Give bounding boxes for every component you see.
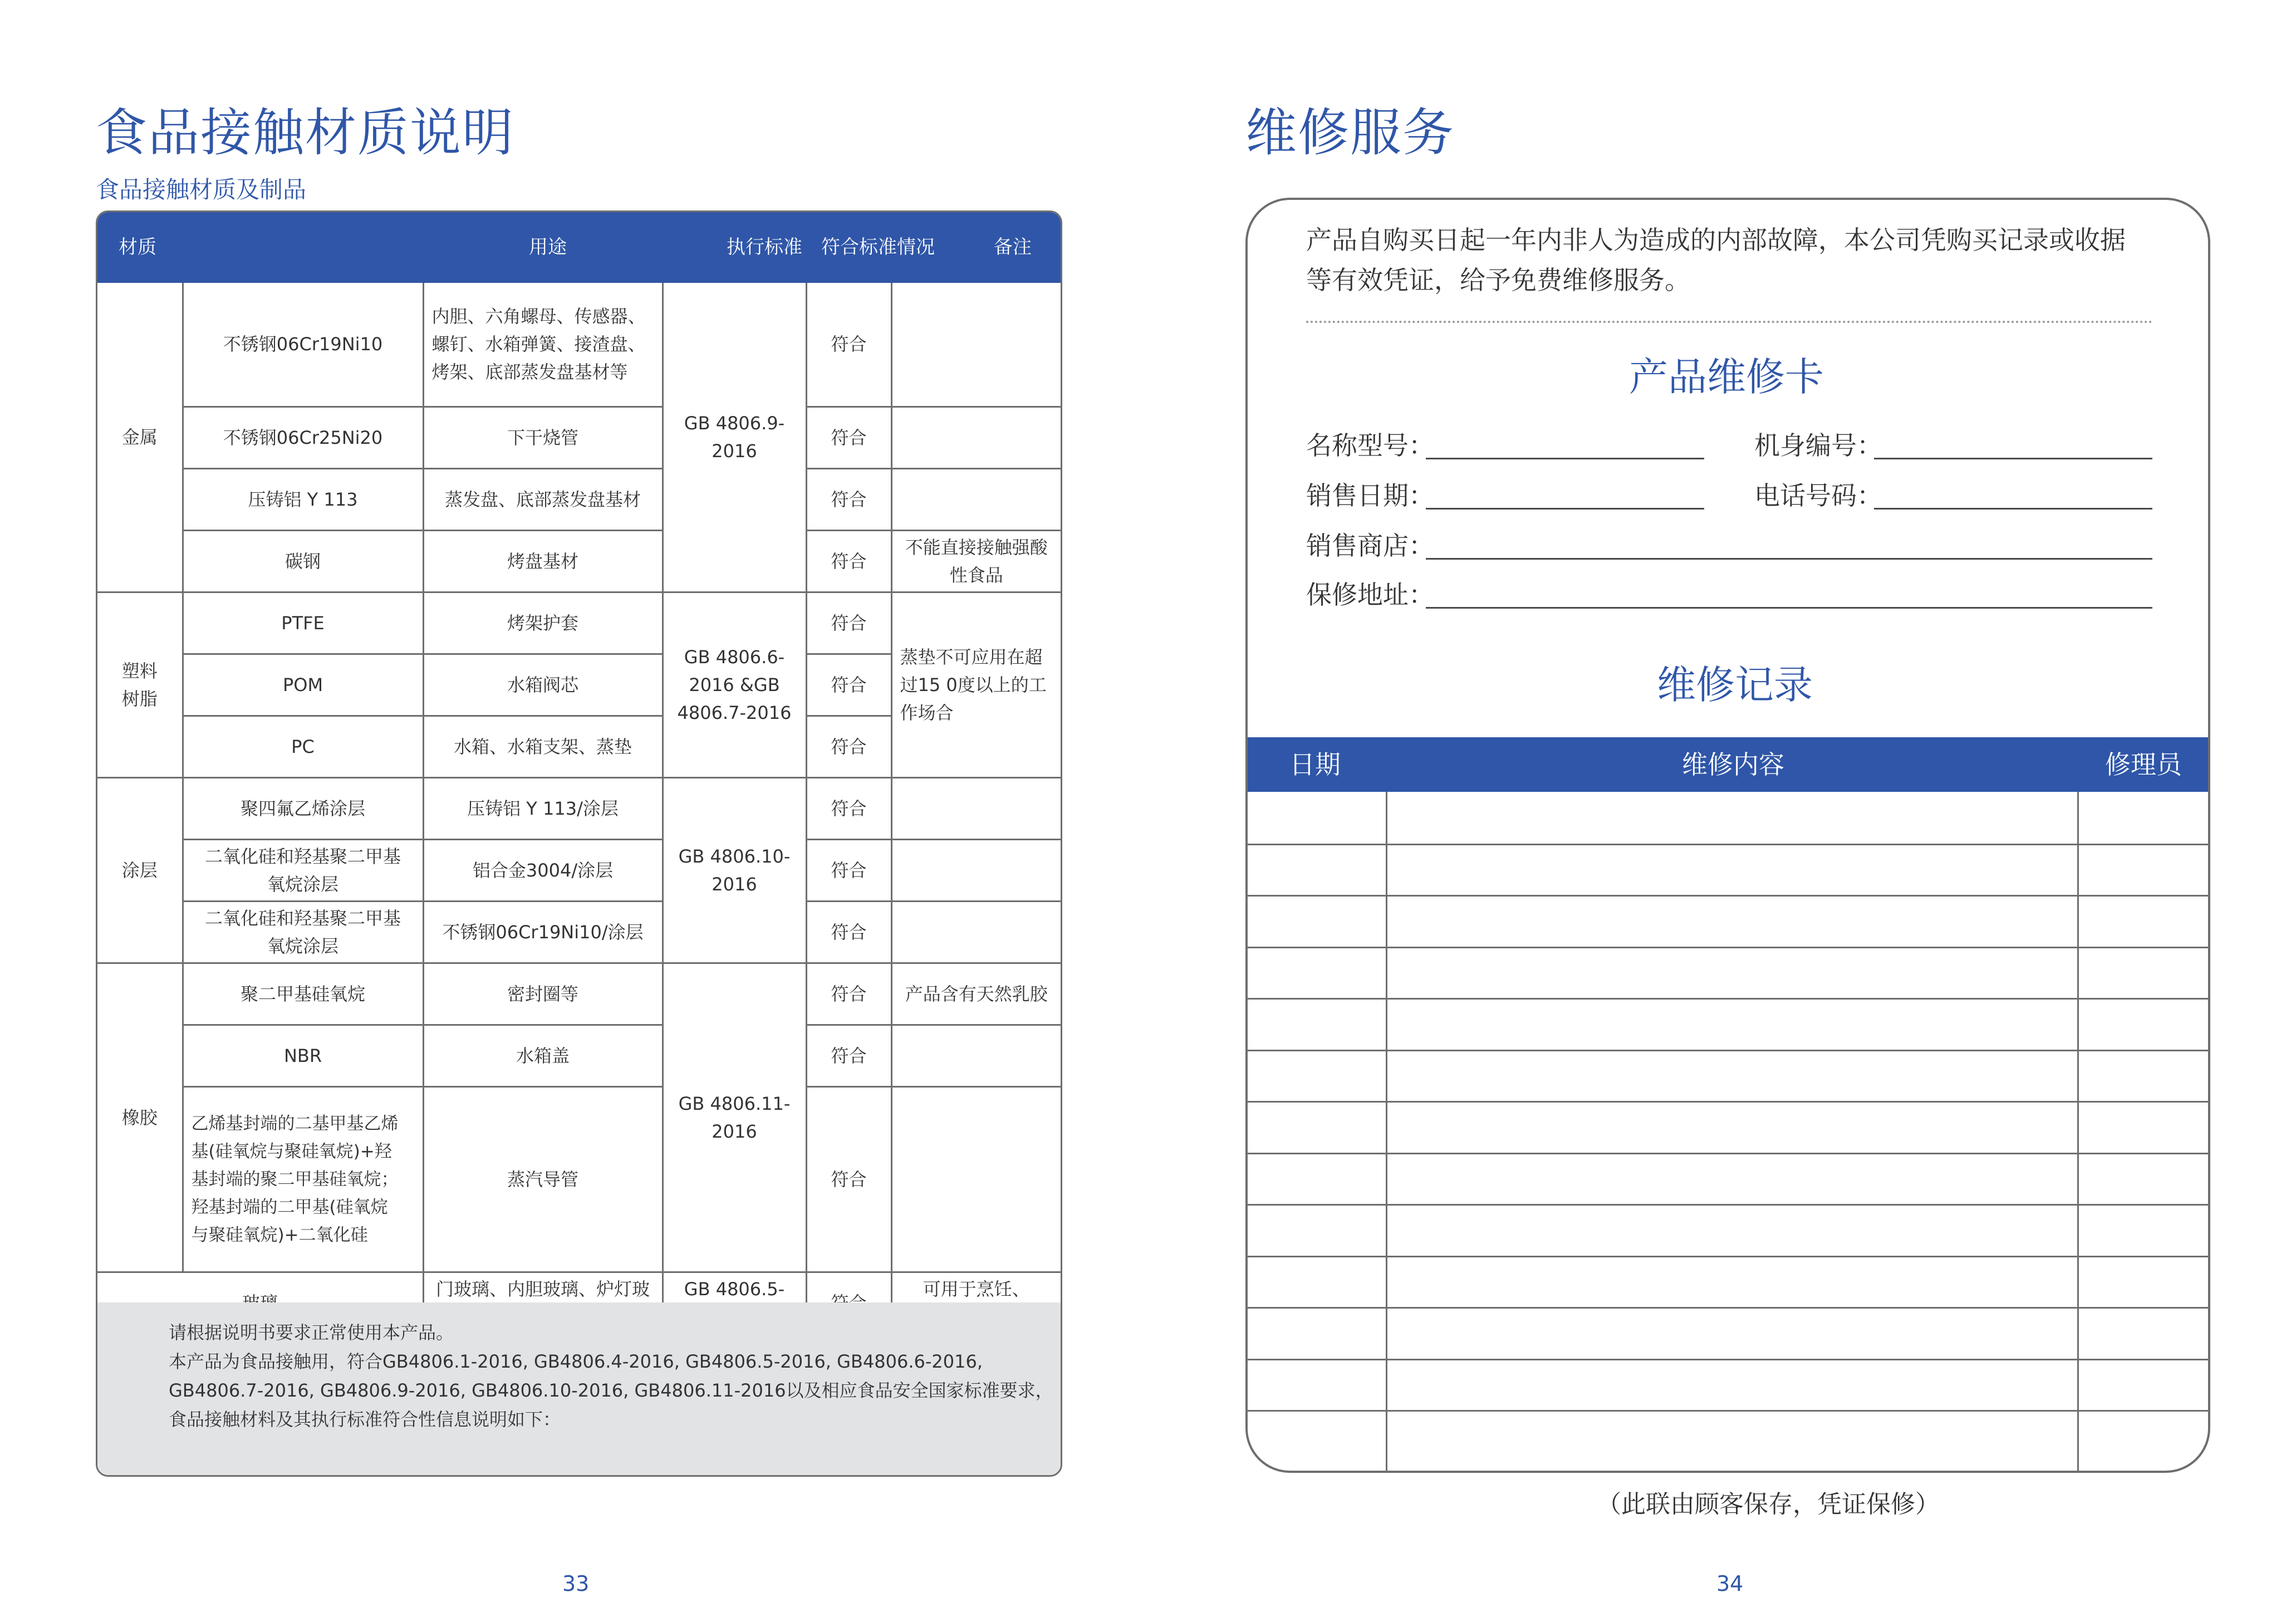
remark-cell: 可用于烹饪、	[891, 1272, 1061, 1334]
notes-box	[97, 1302, 1061, 1475]
usage-cell: 烤盘基材	[423, 530, 663, 592]
intro-line: 等有效凭证，给予免费维修服务。	[1306, 265, 1690, 295]
table-row	[97, 1025, 1061, 1086]
remark-cell: 产品含有天然乳胶	[891, 963, 1061, 1025]
compliance-cell: 符合	[806, 530, 891, 592]
phone-line[interactable]	[1874, 508, 2152, 510]
record-title: 维修记录	[1657, 662, 1813, 708]
compliance-cell: 符合	[806, 407, 891, 468]
group-plastic: 塑料 树脂	[97, 592, 183, 777]
remark-cell	[891, 407, 1061, 468]
material-cell: 不锈钢06Cr19Ni10	[183, 283, 423, 407]
store-line[interactable]	[1426, 558, 2152, 560]
record-row-line	[1248, 1256, 2208, 1257]
material-cell: NBR	[183, 1025, 423, 1086]
page-number-right: 34	[1716, 1571, 1744, 1596]
header-usage: 用途	[529, 236, 567, 258]
compliance-cell: 符合	[806, 592, 891, 654]
record-header-date: 日期	[1289, 750, 1341, 780]
table-header	[97, 212, 1061, 283]
usage-cell: 水箱、水箱支架、蒸垫	[423, 716, 663, 777]
header-material: 材质	[119, 236, 156, 258]
table-row	[97, 592, 1061, 654]
sale-date-label: 销售日期：	[1306, 481, 1434, 511]
compliance-cell: 符合	[806, 963, 891, 1025]
standard-cell: GB 4806.5-	[663, 1272, 806, 1334]
table-row	[97, 283, 1061, 407]
material-cell: 不锈钢06Cr25Ni20	[183, 407, 423, 468]
page-title-right: 维修服务	[1245, 103, 1455, 163]
serial-label: 机身编号：	[1754, 430, 1882, 461]
record-row-line	[1248, 1204, 2208, 1206]
remark-cell	[891, 1086, 1061, 1272]
record-header	[1248, 737, 2208, 792]
phone-label: 电话号码：	[1754, 481, 1882, 511]
header-compliance: 符合标准情况	[821, 236, 935, 258]
card-title: 产品维修卡	[1629, 354, 1824, 400]
usage-cell: 水箱阀芯	[423, 654, 663, 716]
page-number-left: 33	[562, 1571, 590, 1596]
usage-cell: 水箱盖	[423, 1025, 663, 1086]
remark-cell: 蒸垫不可应用在超 过15 0度以上的工 作场合	[891, 592, 1061, 777]
repair-card	[1245, 198, 2210, 1473]
record-row-line	[1248, 1359, 2208, 1360]
remark-cell	[891, 901, 1061, 963]
usage-cell: 不锈钢06Cr19Ni10/涂层	[423, 901, 663, 963]
record-row-line	[1248, 895, 2208, 897]
table-row	[97, 407, 1061, 468]
address-label: 保修地址：	[1306, 580, 1434, 610]
header-remark: 备注	[994, 236, 1032, 258]
sale-date-line[interactable]	[1426, 508, 1704, 510]
table-row	[97, 963, 1061, 1025]
group-rubber: 橡胶	[97, 963, 183, 1272]
record-column-line	[1386, 792, 1387, 1471]
record-row-line	[1248, 947, 2208, 948]
footer-note: （此联由顾客保存，凭证保修）	[1597, 1490, 1940, 1519]
group-metal: 金属	[97, 283, 183, 592]
compliance-cell: 符合	[806, 901, 891, 963]
material-cell: POM	[183, 654, 423, 716]
usage-cell: 蒸发盘、底部蒸发盘基材	[423, 468, 663, 530]
materials-table-body	[97, 283, 1061, 1335]
material-cell: 乙烯基封端的二基甲基乙烯 基(硅氧烷与聚硅氧烷)+羟 基封端的聚二甲基硅氧烷； 羟基封端的二甲基(硅氧烷 与聚硅氧烷)+二氧化硅	[183, 1086, 423, 1272]
record-row-line	[1248, 1050, 2208, 1051]
usage-cell: 压铸铝 Y 113/涂层	[423, 777, 663, 839]
material-cell: 二氧化硅和羟基聚二甲基 氧烷涂层	[183, 839, 423, 901]
material-cell: 聚四氟乙烯涂层	[183, 777, 423, 839]
serial-line[interactable]	[1874, 458, 2152, 459]
dotted-divider	[1306, 321, 2152, 323]
usage-cell: 内胆、六角螺母、传感器、 螺钉、水箱弹簧、接渣盘、 烤架、底部蒸发盘基材等	[423, 283, 663, 407]
table-row	[97, 530, 1061, 592]
model-line[interactable]	[1426, 458, 1704, 459]
table-row	[97, 901, 1061, 963]
material-cell: PTFE	[183, 592, 423, 654]
address-line[interactable]	[1426, 607, 2152, 609]
table-row	[97, 839, 1061, 901]
material-cell: 压铸铝 Y 113	[183, 468, 423, 530]
record-header-content: 维修内容	[1682, 750, 1784, 780]
usage-cell: 下干烧管	[423, 407, 663, 468]
material-cell: 碳钢	[183, 530, 423, 592]
store-label: 销售商店：	[1306, 531, 1434, 561]
compliance-cell: 符合	[806, 777, 891, 839]
note-line: 请根据说明书要求正常使用本产品。	[169, 1322, 454, 1343]
usage-cell: 烤架护套	[423, 592, 663, 654]
standard-cell: GB 4806.11- 2016	[663, 963, 806, 1272]
remark-cell: 不能直接接触强酸 性食品	[891, 530, 1061, 592]
usage-cell: 密封圈等	[423, 963, 663, 1025]
usage-cell: 蒸汽导管	[423, 1086, 663, 1272]
section-subtitle: 食品接触材质及制品	[96, 176, 307, 203]
material-cell: 二氧化硅和羟基聚二甲基 氧烷涂层	[183, 901, 423, 963]
header-standard: 执行标准	[727, 236, 802, 258]
page-title: 食品接触材质说明	[96, 103, 515, 163]
standard-cell: GB 4806.6- 2016 &GB 4806.7-2016	[663, 592, 806, 777]
record-header-repairer: 修理员	[2105, 750, 2182, 780]
material-cell: 聚二甲基硅氧烷	[183, 963, 423, 1025]
remark-cell	[891, 283, 1061, 407]
materials-table	[96, 210, 1062, 1477]
usage-cell: 门玻璃、内胆玻璃、炉灯玻	[423, 1272, 663, 1334]
remark-cell	[891, 468, 1061, 530]
compliance-cell: 符合	[806, 839, 891, 901]
compliance-cell: 符合	[806, 283, 891, 407]
note-line: 食品接触材料及其执行标准符合性信息说明如下：	[169, 1409, 561, 1430]
model-label: 名称型号：	[1306, 430, 1434, 461]
material-cell: PC	[183, 716, 423, 777]
record-row-line	[1248, 1307, 2208, 1309]
standard-cell: GB 4806.9- 2016	[663, 283, 806, 592]
note-line: GB4806.7-2016, GB4806.9-2016, GB4806.10-2016, GB4806.11-2016以及相应食品安全国家标准要求，	[169, 1380, 1053, 1401]
compliance-cell: 符合	[806, 1025, 891, 1086]
record-column-line	[2077, 792, 2079, 1471]
standard-cell: GB 4806.10- 2016	[663, 777, 806, 963]
table-row	[97, 468, 1061, 530]
compliance-cell: 符合	[806, 1086, 891, 1272]
record-row-line	[1248, 844, 2208, 845]
record-row-line	[1248, 998, 2208, 1000]
table-row	[97, 1086, 1061, 1272]
note-line: 本产品为食品接触用，符合GB4806.1-2016, GB4806.4-2016, GB4806.5-2016, GB4806.6-2016,	[169, 1351, 983, 1372]
remark-cell	[891, 1025, 1061, 1086]
intro-line: 产品自购买日起一年内非人为造成的内部故障，本公司凭购买记录或收据	[1306, 225, 2126, 255]
record-row-line	[1248, 1410, 2208, 1412]
compliance-cell: 符合	[806, 716, 891, 777]
compliance-cell: 符合	[806, 654, 891, 716]
record-row-line	[1248, 1101, 2208, 1103]
remark-cell	[891, 777, 1061, 839]
table-row	[97, 777, 1061, 839]
usage-cell: 铝合金3004/涂层	[423, 839, 663, 901]
record-row-line	[1248, 1153, 2208, 1154]
group-coating: 涂层	[97, 777, 183, 963]
remark-cell	[891, 839, 1061, 901]
compliance-cell: 符合	[806, 468, 891, 530]
